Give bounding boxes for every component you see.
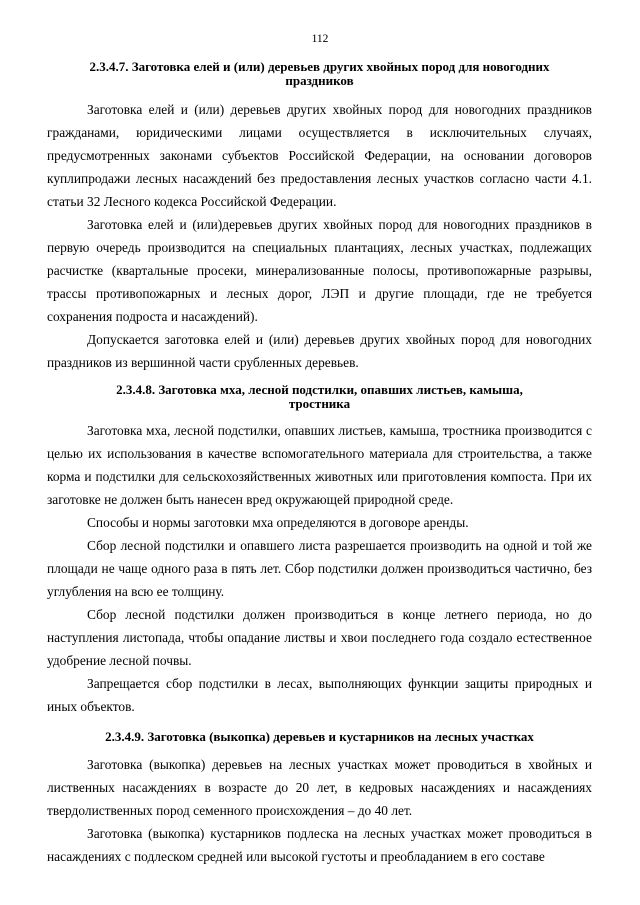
paragraph: Сбор лесной подстилки должен производиться в конце летнего периода, но до наступления листопада, чтобы опадание листвы и хвои последнего года создало естественное удобрение лесной почвы. [47,607,592,668]
paragraph: Заготовка елей и (или) деревьев других хвойных пород для новогодних праздников гражданами, юридическими лицами осуществляется в исключительных случаях, предусмотренных законами субъектов Российской Федерации, на основании договоров куплипродажи лесных насаждений без предоставления лесных участков согласно части 4.1. статьи 32 Лесного кодекса Российской Федерации. [47,102,592,209]
paragraph: Заготовка (выкопка) деревьев на лесных участках может проводиться в хвойных и лиственных насаждениях в возрасте до 20 лет, в кедровых насаждениях и насаждениях твердолиственных пород семенного происхождения – до 40 лет. [47,757,592,818]
section-heading: 2.3.4.7. Заготовка елей и (или) деревьев других хвойных пород для новогодних праздников [89,59,550,88]
section-heading: 2.3.4.8. Заготовка мха, лесной подстилки, опавших листьев, камыша, тростника [116,382,523,411]
section-2-3-4-9 [47,730,592,868]
page-content [47,60,592,868]
paragraph: Запрещается сбор подстилки в лесах, выполняющих функции защиты природных и иных объектов. [47,676,592,714]
paragraph: Сбор лесной подстилки и опавшего листа разрешается производить на одной и той же площади не чаще одного раза в пять лет. Сбор подстилки должен производиться частично, без углубления на всю ее толщину. [47,538,592,599]
paragraph: Заготовка мха, лесной подстилки, опавших листьев, камыша, тростника производится с целью их использования в качестве вспомогательного материала для строительства, а также корма и подстилки для сельскохозяйственных животных или приготовления компоста. При их заготовке не должен быть нанесен вред окружающей природной среде. [47,423,592,507]
section-2-3-4-8 [47,383,592,718]
paragraph: Допускается заготовка елей и (или) деревьев других хвойных пород для новогодних праздников из вершинной части срубленных деревьев. [47,332,592,370]
paragraph: Заготовка елей и (или)деревьев других хвойных пород для новогодних праздников в первую очередь производится на специальных плантациях, лесных участках, подлежащих расчистке (квартальные просеки, минерализованные полосы, противопожарные разрывы, трассы противопожарных и лесных дорог, ЛЭП и другие площади, где не требуется сохранения подроста и насаждений). [47,217,592,324]
paragraph: Заготовка (выкопка) кустарников подлеска на лесных участках может проводиться в насаждениях с подлеском средней или высокой густоты и преобладанием в его составе [47,826,592,864]
section-2-3-4-7 [47,60,592,374]
page-number: 112 [311,33,329,45]
paragraph: Способы и нормы заготовки мха определяются в договоре аренды. [87,515,469,530]
section-heading: 2.3.4.9. Заготовка (выкопка) деревьев и кустарников на лесных участках [105,729,534,744]
